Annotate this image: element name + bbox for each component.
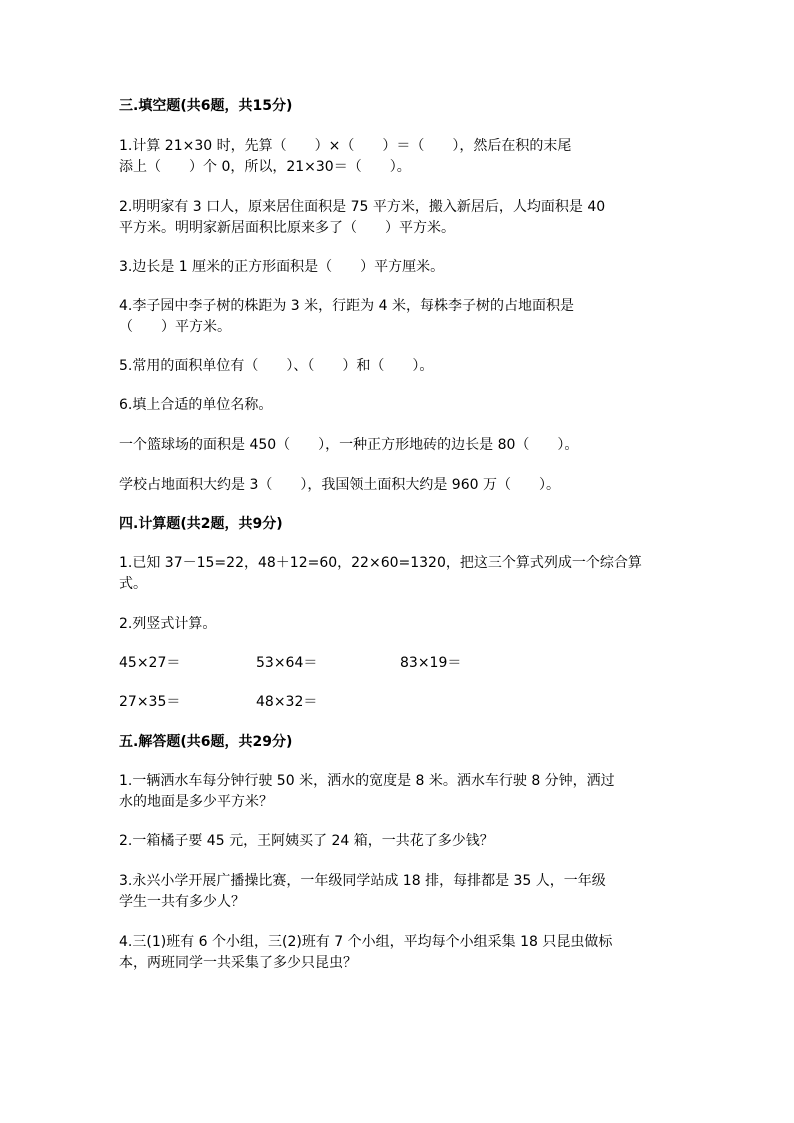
s3-q6-line1: 6.填上合适的单位名称。 — [119, 397, 273, 413]
s5-q3-line2: 学生一共有多少人？ — [119, 894, 245, 910]
calc-item: 53×64＝ — [256, 655, 318, 671]
s5-q3-line1: 3.永兴小学开展广播操比赛，一年级同学站成 18 排，每排都是 35 人，一年级 — [119, 873, 606, 889]
s4-q1-line2: 式。 — [119, 576, 147, 592]
s3-q2-line2: 平方米。明明家新居面积比原来多了（ ）平方米。 — [119, 220, 455, 236]
s5-q4-line1: 4.三(1)班有 6 个小组，三(2)班有 7 个小组，平均每个小组采集 18 只昆虫做标 — [119, 934, 613, 950]
s3-q2-line1: 2.明明家有 3 口人，原来居住面积是 75 平方米，搬入新居后，人均面积是 40 — [119, 199, 606, 215]
s4-q2-line1: 2.列竖式计算。 — [119, 616, 217, 632]
calc-item: 48×32＝ — [256, 694, 318, 710]
s4-q1-line1: 1.已知 37－15=22，48＋12=60，22×60=1320，把这三个算式列成一个综合算 — [119, 555, 642, 571]
s3-q3-line1: 3.边长是 1 厘米的正方形面积是（ ）平方厘米。 — [119, 259, 445, 275]
s3-q6-line3: 学校占地面积大约是 3（ ），我国领土面积大约是 960 万（ ）。 — [119, 477, 560, 493]
calc-item: 27×35＝ — [119, 694, 181, 710]
s3-q4-line2: （ ）平方米。 — [119, 319, 231, 335]
s5-q1-line2: 水的地面是多少平方米？ — [119, 794, 273, 810]
s5-q4-line2: 本，两班同学一共采集了多少只昆虫？ — [119, 955, 357, 971]
s3-q5-line1: 5.常用的面积单位有（ ）、（ ）和（ ）。 — [119, 358, 434, 374]
calc-item: 83×19＝ — [400, 655, 462, 671]
s3-q6-line2: 一个篮球场的面积是 450（ ），一种正方形地砖的边长是 80（ ）。 — [119, 437, 579, 453]
s5-q1-line1: 1.一辆洒水车每分钟行驶 50 米，洒水的宽度是 8 米。洒水车行驶 8 分钟，洒过 — [119, 773, 615, 789]
s3-q4-line1: 4.李子园中李子树的株距为 3 米，行距为 4 米，每株李子树的占地面积是 — [119, 298, 574, 314]
s5-q2-line1: 2.一箱橘子要 45 元，王阿姨买了 24 箱，一共花了多少钱？ — [119, 833, 494, 849]
section5-heading: 五.解答题(共6题，共29分) — [119, 734, 293, 750]
section3-heading: 三.填空题(共6题，共15分) — [119, 98, 293, 114]
calc-item: 45×27＝ — [119, 655, 181, 671]
section4-heading: 四.计算题(共2题，共9分) — [119, 516, 283, 532]
s3-q1-line1: 1.计算 21×30 时，先算（ ）×（ ）＝（ ），然后在积的末尾 — [119, 138, 572, 154]
s3-q1-line2: 添上（ ）个 0，所以，21×30＝（ ）。 — [119, 159, 411, 175]
